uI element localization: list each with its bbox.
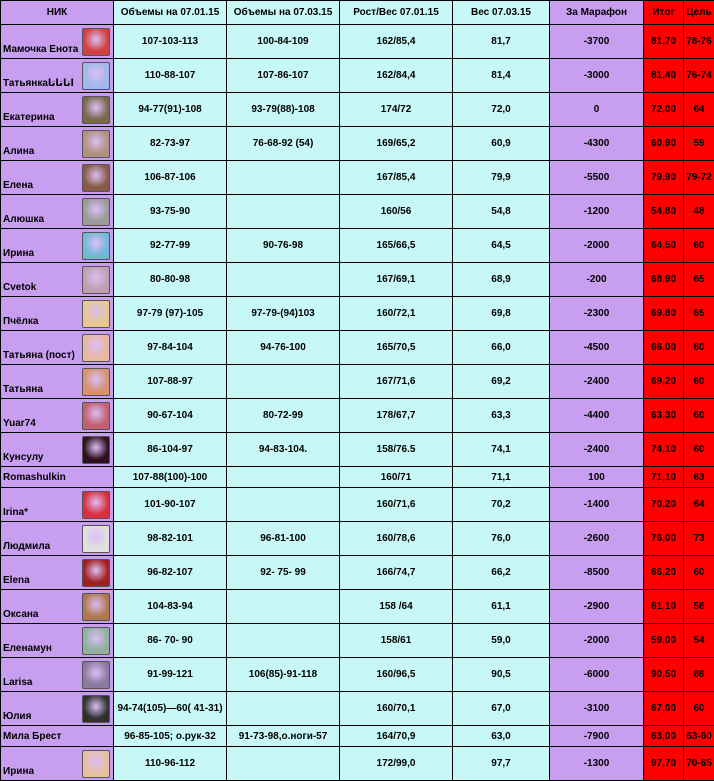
volumes-jan-cell: 106-87-106 — [114, 161, 227, 195]
goal-cell: 60 — [684, 331, 714, 365]
volumes-jan-cell: 80-80-98 — [114, 263, 227, 297]
height-weight-cell: 160/96,5 — [340, 658, 453, 692]
goal-cell: 86 — [684, 658, 714, 692]
marathon-cell: -3100 — [550, 692, 644, 726]
total-cell: 68,90 — [644, 263, 684, 297]
height-weight-cell: 165/66,5 — [340, 229, 453, 263]
marathon-cell: -3000 — [550, 59, 644, 93]
volumes-jan-cell: 110-96-112 — [114, 747, 227, 781]
nick-cell — [1, 590, 114, 624]
volumes-mar-cell: 90-76-98 — [227, 229, 340, 263]
volumes-jan-cell: 86- 70- 90 — [114, 624, 227, 658]
total-cell: 74,10 — [644, 433, 684, 467]
height-weight-cell: 166/74,7 — [340, 556, 453, 590]
volumes-mar-cell — [227, 161, 340, 195]
weight-mar-cell: 79,9 — [453, 161, 550, 195]
marathon-cell: 0 — [550, 93, 644, 127]
nick-label: Оксана — [3, 609, 39, 620]
marathon-cell: -2600 — [550, 522, 644, 556]
avatar — [82, 525, 110, 553]
height-weight-cell: 174/72 — [340, 93, 453, 127]
marathon-cell: -4500 — [550, 331, 644, 365]
total-cell: 97,70 — [644, 747, 684, 781]
avatar — [82, 750, 110, 778]
header-volumes-mar: Объемы на 07.03.15 — [227, 1, 340, 25]
weight-mar-cell: 61,1 — [453, 590, 550, 624]
goal-cell: 60 — [684, 692, 714, 726]
total-cell: 63,30 — [644, 399, 684, 433]
volumes-mar-cell: 76-68-92 (54) — [227, 127, 340, 161]
header-volumes-jan: Объемы на 07.01.15 — [114, 1, 227, 25]
total-cell: 64,50 — [644, 229, 684, 263]
nick-label: Ирина — [3, 766, 34, 777]
volumes-mar-cell: 97-79-(94)103 — [227, 297, 340, 331]
table-row — [1, 467, 714, 488]
volumes-jan-cell: 96-85-105; о.рук-32 — [114, 726, 227, 747]
nick-cell — [1, 433, 114, 467]
nick-cell — [1, 522, 114, 556]
goal-cell: 60 — [684, 433, 714, 467]
nick-cell — [1, 726, 114, 747]
nick-cell — [1, 25, 114, 59]
volumes-mar-cell: 96-81-100 — [227, 522, 340, 556]
goal-cell: 70-65 — [684, 747, 714, 781]
marathon-cell: -2000 — [550, 624, 644, 658]
height-weight-cell: 164/70,9 — [340, 726, 453, 747]
nick-label: Irina* — [3, 507, 28, 518]
total-cell: 81,70 — [644, 25, 684, 59]
avatar — [82, 491, 110, 519]
marathon-cell: -6000 — [550, 658, 644, 692]
nick-label: Yuar74 — [3, 418, 36, 429]
volumes-mar-cell: 80-72-99 — [227, 399, 340, 433]
nick-cell — [1, 297, 114, 331]
header-row — [1, 1, 714, 25]
volumes-mar-cell: 92- 75- 99 — [227, 556, 340, 590]
volumes-jan-cell: 107-103-113 — [114, 25, 227, 59]
weight-mar-cell: 63,0 — [453, 726, 550, 747]
volumes-jan-cell: 96-82-107 — [114, 556, 227, 590]
total-cell: 59,00 — [644, 624, 684, 658]
goal-cell: 54 — [684, 624, 714, 658]
nick-label: Elena — [3, 575, 30, 586]
height-weight-cell: 160/70,1 — [340, 692, 453, 726]
weight-mar-cell: 90,5 — [453, 658, 550, 692]
height-weight-cell: 169/65,2 — [340, 127, 453, 161]
nick-label: Татьянкаاتاتاتا — [3, 78, 74, 89]
weight-mar-cell: 59,0 — [453, 624, 550, 658]
total-cell: 90,50 — [644, 658, 684, 692]
weight-mar-cell: 70,2 — [453, 488, 550, 522]
avatar — [82, 368, 110, 396]
height-weight-cell: 172/99,0 — [340, 747, 453, 781]
volumes-jan-cell: 82-73-97 — [114, 127, 227, 161]
goal-cell: 65 — [684, 297, 714, 331]
table-row — [1, 263, 714, 297]
marathon-cell: -200 — [550, 263, 644, 297]
total-cell: 54,80 — [644, 195, 684, 229]
total-cell: 66,00 — [644, 331, 684, 365]
total-cell: 69,20 — [644, 365, 684, 399]
header-nick: НИК — [1, 1, 114, 25]
nick-label: Алина — [3, 146, 34, 157]
volumes-mar-cell — [227, 624, 340, 658]
volumes-jan-cell: 90-67-104 — [114, 399, 227, 433]
height-weight-cell: 162/84,4 — [340, 59, 453, 93]
height-weight-cell: 158/76.5 — [340, 433, 453, 467]
volumes-jan-cell: 94-74(105)—60( 41-31) — [114, 692, 227, 726]
avatar — [82, 198, 110, 226]
table-row — [1, 624, 714, 658]
height-weight-cell: 165/70,5 — [340, 331, 453, 365]
nick-label: Ирина — [3, 248, 34, 259]
nick-cell — [1, 747, 114, 781]
nick-cell — [1, 263, 114, 297]
table-row — [1, 195, 714, 229]
volumes-jan-cell: 98-82-101 — [114, 522, 227, 556]
nick-label: Cvetok — [3, 282, 36, 293]
goal-cell: 79-72 — [684, 161, 714, 195]
volumes-jan-cell: 91-99-121 — [114, 658, 227, 692]
volumes-mar-cell — [227, 488, 340, 522]
avatar — [82, 627, 110, 655]
goal-cell: 59 — [684, 127, 714, 161]
nick-label: Людмила — [3, 541, 50, 552]
height-weight-cell: 167/69,1 — [340, 263, 453, 297]
table-row — [1, 93, 714, 127]
goal-cell: 76-74 — [684, 59, 714, 93]
nick-label: Юлия — [3, 711, 31, 722]
height-weight-cell: 160/71,6 — [340, 488, 453, 522]
avatar — [82, 232, 110, 260]
height-weight-cell: 167/85,4 — [340, 161, 453, 195]
table-row — [1, 161, 714, 195]
nick-label: Пчёлка — [3, 316, 38, 327]
goal-cell: 60 — [684, 399, 714, 433]
table-body — [1, 25, 714, 781]
nick-cell — [1, 161, 114, 195]
marathon-cell: -2000 — [550, 229, 644, 263]
table-row — [1, 331, 714, 365]
volumes-jan-cell: 107-88-97 — [114, 365, 227, 399]
goal-cell: 65 — [684, 263, 714, 297]
total-cell: 81,40 — [644, 59, 684, 93]
volumes-jan-cell: 92-77-99 — [114, 229, 227, 263]
avatar — [82, 695, 110, 723]
table-row — [1, 726, 714, 747]
marathon-cell: -2400 — [550, 433, 644, 467]
goal-cell: 48 — [684, 195, 714, 229]
marathon-cell: -2300 — [550, 297, 644, 331]
nick-cell — [1, 127, 114, 161]
weight-mar-cell: 63,3 — [453, 399, 550, 433]
weight-mar-cell: 67,0 — [453, 692, 550, 726]
nick-cell — [1, 692, 114, 726]
table-row — [1, 590, 714, 624]
height-weight-cell: 162/85,4 — [340, 25, 453, 59]
volumes-mar-cell — [227, 590, 340, 624]
total-cell: 60,90 — [644, 127, 684, 161]
table-row — [1, 59, 714, 93]
weight-mar-cell: 68,9 — [453, 263, 550, 297]
total-cell: 69,80 — [644, 297, 684, 331]
nick-cell — [1, 331, 114, 365]
total-cell: 66,20 — [644, 556, 684, 590]
table-row — [1, 127, 714, 161]
goal-cell: 78-76 — [684, 25, 714, 59]
table-row — [1, 692, 714, 726]
nick-label: Екатерина — [3, 112, 55, 123]
weight-mar-cell: 54,8 — [453, 195, 550, 229]
height-weight-cell: 160/72,1 — [340, 297, 453, 331]
weight-mar-cell: 74,1 — [453, 433, 550, 467]
weight-mar-cell: 81,7 — [453, 25, 550, 59]
volumes-jan-cell: 101-90-107 — [114, 488, 227, 522]
nick-label: Еленамун — [3, 643, 52, 654]
marathon-cell: -4400 — [550, 399, 644, 433]
volumes-jan-cell: 104-83-94 — [114, 590, 227, 624]
nick-cell — [1, 556, 114, 590]
nick-cell — [1, 59, 114, 93]
total-cell: 72,00 — [644, 93, 684, 127]
height-weight-cell: 178/67,7 — [340, 399, 453, 433]
marathon-cell: -1400 — [550, 488, 644, 522]
volumes-jan-cell: 94-77(91)-108 — [114, 93, 227, 127]
total-cell: 63,00 — [644, 726, 684, 747]
avatar — [82, 661, 110, 689]
total-cell: 71,10 — [644, 467, 684, 488]
table-row — [1, 747, 714, 781]
weight-mar-cell: 76,0 — [453, 522, 550, 556]
nick-cell — [1, 658, 114, 692]
avatar — [82, 96, 110, 124]
marathon-cell: -2400 — [550, 365, 644, 399]
volumes-mar-cell: 100-84-109 — [227, 25, 340, 59]
goal-cell: 56 — [684, 590, 714, 624]
volumes-mar-cell: 94-83-104. — [227, 433, 340, 467]
table-row — [1, 297, 714, 331]
weight-mar-cell: 66,0 — [453, 331, 550, 365]
nick-label: Larisa — [3, 677, 32, 688]
volumes-mar-cell — [227, 263, 340, 297]
volumes-mar-cell — [227, 747, 340, 781]
avatar — [82, 436, 110, 464]
nick-cell — [1, 399, 114, 433]
avatar — [82, 62, 110, 90]
weight-mar-cell: 69,8 — [453, 297, 550, 331]
total-cell: 79,90 — [644, 161, 684, 195]
goal-cell: 60 — [684, 556, 714, 590]
weight-mar-cell: 66,2 — [453, 556, 550, 590]
nick-label: Мамочка Енота — [3, 44, 78, 55]
volumes-jan-cell: 110-88-107 — [114, 59, 227, 93]
marathon-cell: -8500 — [550, 556, 644, 590]
volumes-mar-cell: 93-79(88)-108 — [227, 93, 340, 127]
volumes-mar-cell — [227, 692, 340, 726]
volumes-mar-cell: 94-76-100 — [227, 331, 340, 365]
weight-mar-cell: 60,9 — [453, 127, 550, 161]
volumes-jan-cell: 93-75-90 — [114, 195, 227, 229]
height-weight-cell: 160/71 — [340, 467, 453, 488]
marathon-cell: -1200 — [550, 195, 644, 229]
height-weight-cell: 160/56 — [340, 195, 453, 229]
avatar — [82, 164, 110, 192]
height-weight-cell: 160/78,6 — [340, 522, 453, 556]
goal-cell: 60 — [684, 365, 714, 399]
avatar — [82, 300, 110, 328]
nick-cell — [1, 488, 114, 522]
height-weight-cell: 158/61 — [340, 624, 453, 658]
goal-cell: 63-60 — [684, 726, 714, 747]
header-marathon: За Марафон — [550, 1, 644, 25]
total-cell: 67,00 — [644, 692, 684, 726]
nick-label: Татьяна — [3, 384, 43, 395]
goal-cell: 60 — [684, 229, 714, 263]
nick-label: Елена — [3, 180, 33, 191]
volumes-mar-cell — [227, 365, 340, 399]
volumes-mar-cell — [227, 467, 340, 488]
table-row — [1, 433, 714, 467]
marathon-cell: -5500 — [550, 161, 644, 195]
volumes-mar-cell: 106(85)-91-118 — [227, 658, 340, 692]
nick-cell — [1, 229, 114, 263]
total-cell: 70,20 — [644, 488, 684, 522]
table-row — [1, 25, 714, 59]
avatar — [82, 402, 110, 430]
header-weight-mar: Вес 07.03.15 — [453, 1, 550, 25]
goal-cell: 73 — [684, 522, 714, 556]
avatar — [82, 593, 110, 621]
height-weight-cell: 167/71,6 — [340, 365, 453, 399]
volumes-jan-cell: 86-104-97 — [114, 433, 227, 467]
nick-cell — [1, 624, 114, 658]
avatar — [82, 130, 110, 158]
table-row — [1, 556, 714, 590]
avatar — [82, 28, 110, 56]
table-row — [1, 658, 714, 692]
nick-label: Мила Брест — [3, 731, 61, 742]
header-height-weight: Рост/Вес 07.01.15 — [340, 1, 453, 25]
goal-cell: 63 — [684, 467, 714, 488]
weight-mar-cell: 71,1 — [453, 467, 550, 488]
volumes-mar-cell: 107-86-107 — [227, 59, 340, 93]
weight-mar-cell: 72,0 — [453, 93, 550, 127]
nick-cell — [1, 365, 114, 399]
avatar — [82, 334, 110, 362]
nick-label: Кунсулу — [3, 452, 43, 463]
volumes-jan-cell: 97-79 (97)-105 — [114, 297, 227, 331]
nick-label: Алюшка — [3, 214, 44, 225]
marathon-cell: -4300 — [550, 127, 644, 161]
weight-mar-cell: 69,2 — [453, 365, 550, 399]
header-total: Итог — [644, 1, 684, 25]
table-row — [1, 488, 714, 522]
marathon-cell: -1300 — [550, 747, 644, 781]
marathon-cell: -2900 — [550, 590, 644, 624]
goal-cell: 64 — [684, 488, 714, 522]
avatar — [82, 266, 110, 294]
volumes-mar-cell — [227, 195, 340, 229]
goal-cell: 64 — [684, 93, 714, 127]
weight-mar-cell: 81,4 — [453, 59, 550, 93]
nick-cell — [1, 467, 114, 488]
total-cell: 76,00 — [644, 522, 684, 556]
nick-cell — [1, 93, 114, 127]
table-row — [1, 229, 714, 263]
avatar — [82, 559, 110, 587]
weight-mar-cell: 64,5 — [453, 229, 550, 263]
volumes-jan-cell: 107-88(100)-100 — [114, 467, 227, 488]
volumes-mar-cell: 91-73-98,о.ноги-57 — [227, 726, 340, 747]
marathon-cell: -3700 — [550, 25, 644, 59]
marathon-cell: -7900 — [550, 726, 644, 747]
nick-label: Татьяна (пост) — [3, 350, 75, 361]
height-weight-cell: 158 /64 — [340, 590, 453, 624]
header-goal: Цель — [684, 1, 714, 25]
weight-mar-cell: 97,7 — [453, 747, 550, 781]
volumes-jan-cell: 97-84-104 — [114, 331, 227, 365]
marathon-cell: 100 — [550, 467, 644, 488]
table-row — [1, 522, 714, 556]
nick-label: Romashulkin — [3, 472, 66, 483]
total-cell: 61,10 — [644, 590, 684, 624]
table-row — [1, 399, 714, 433]
table-row — [1, 365, 714, 399]
nick-cell — [1, 195, 114, 229]
